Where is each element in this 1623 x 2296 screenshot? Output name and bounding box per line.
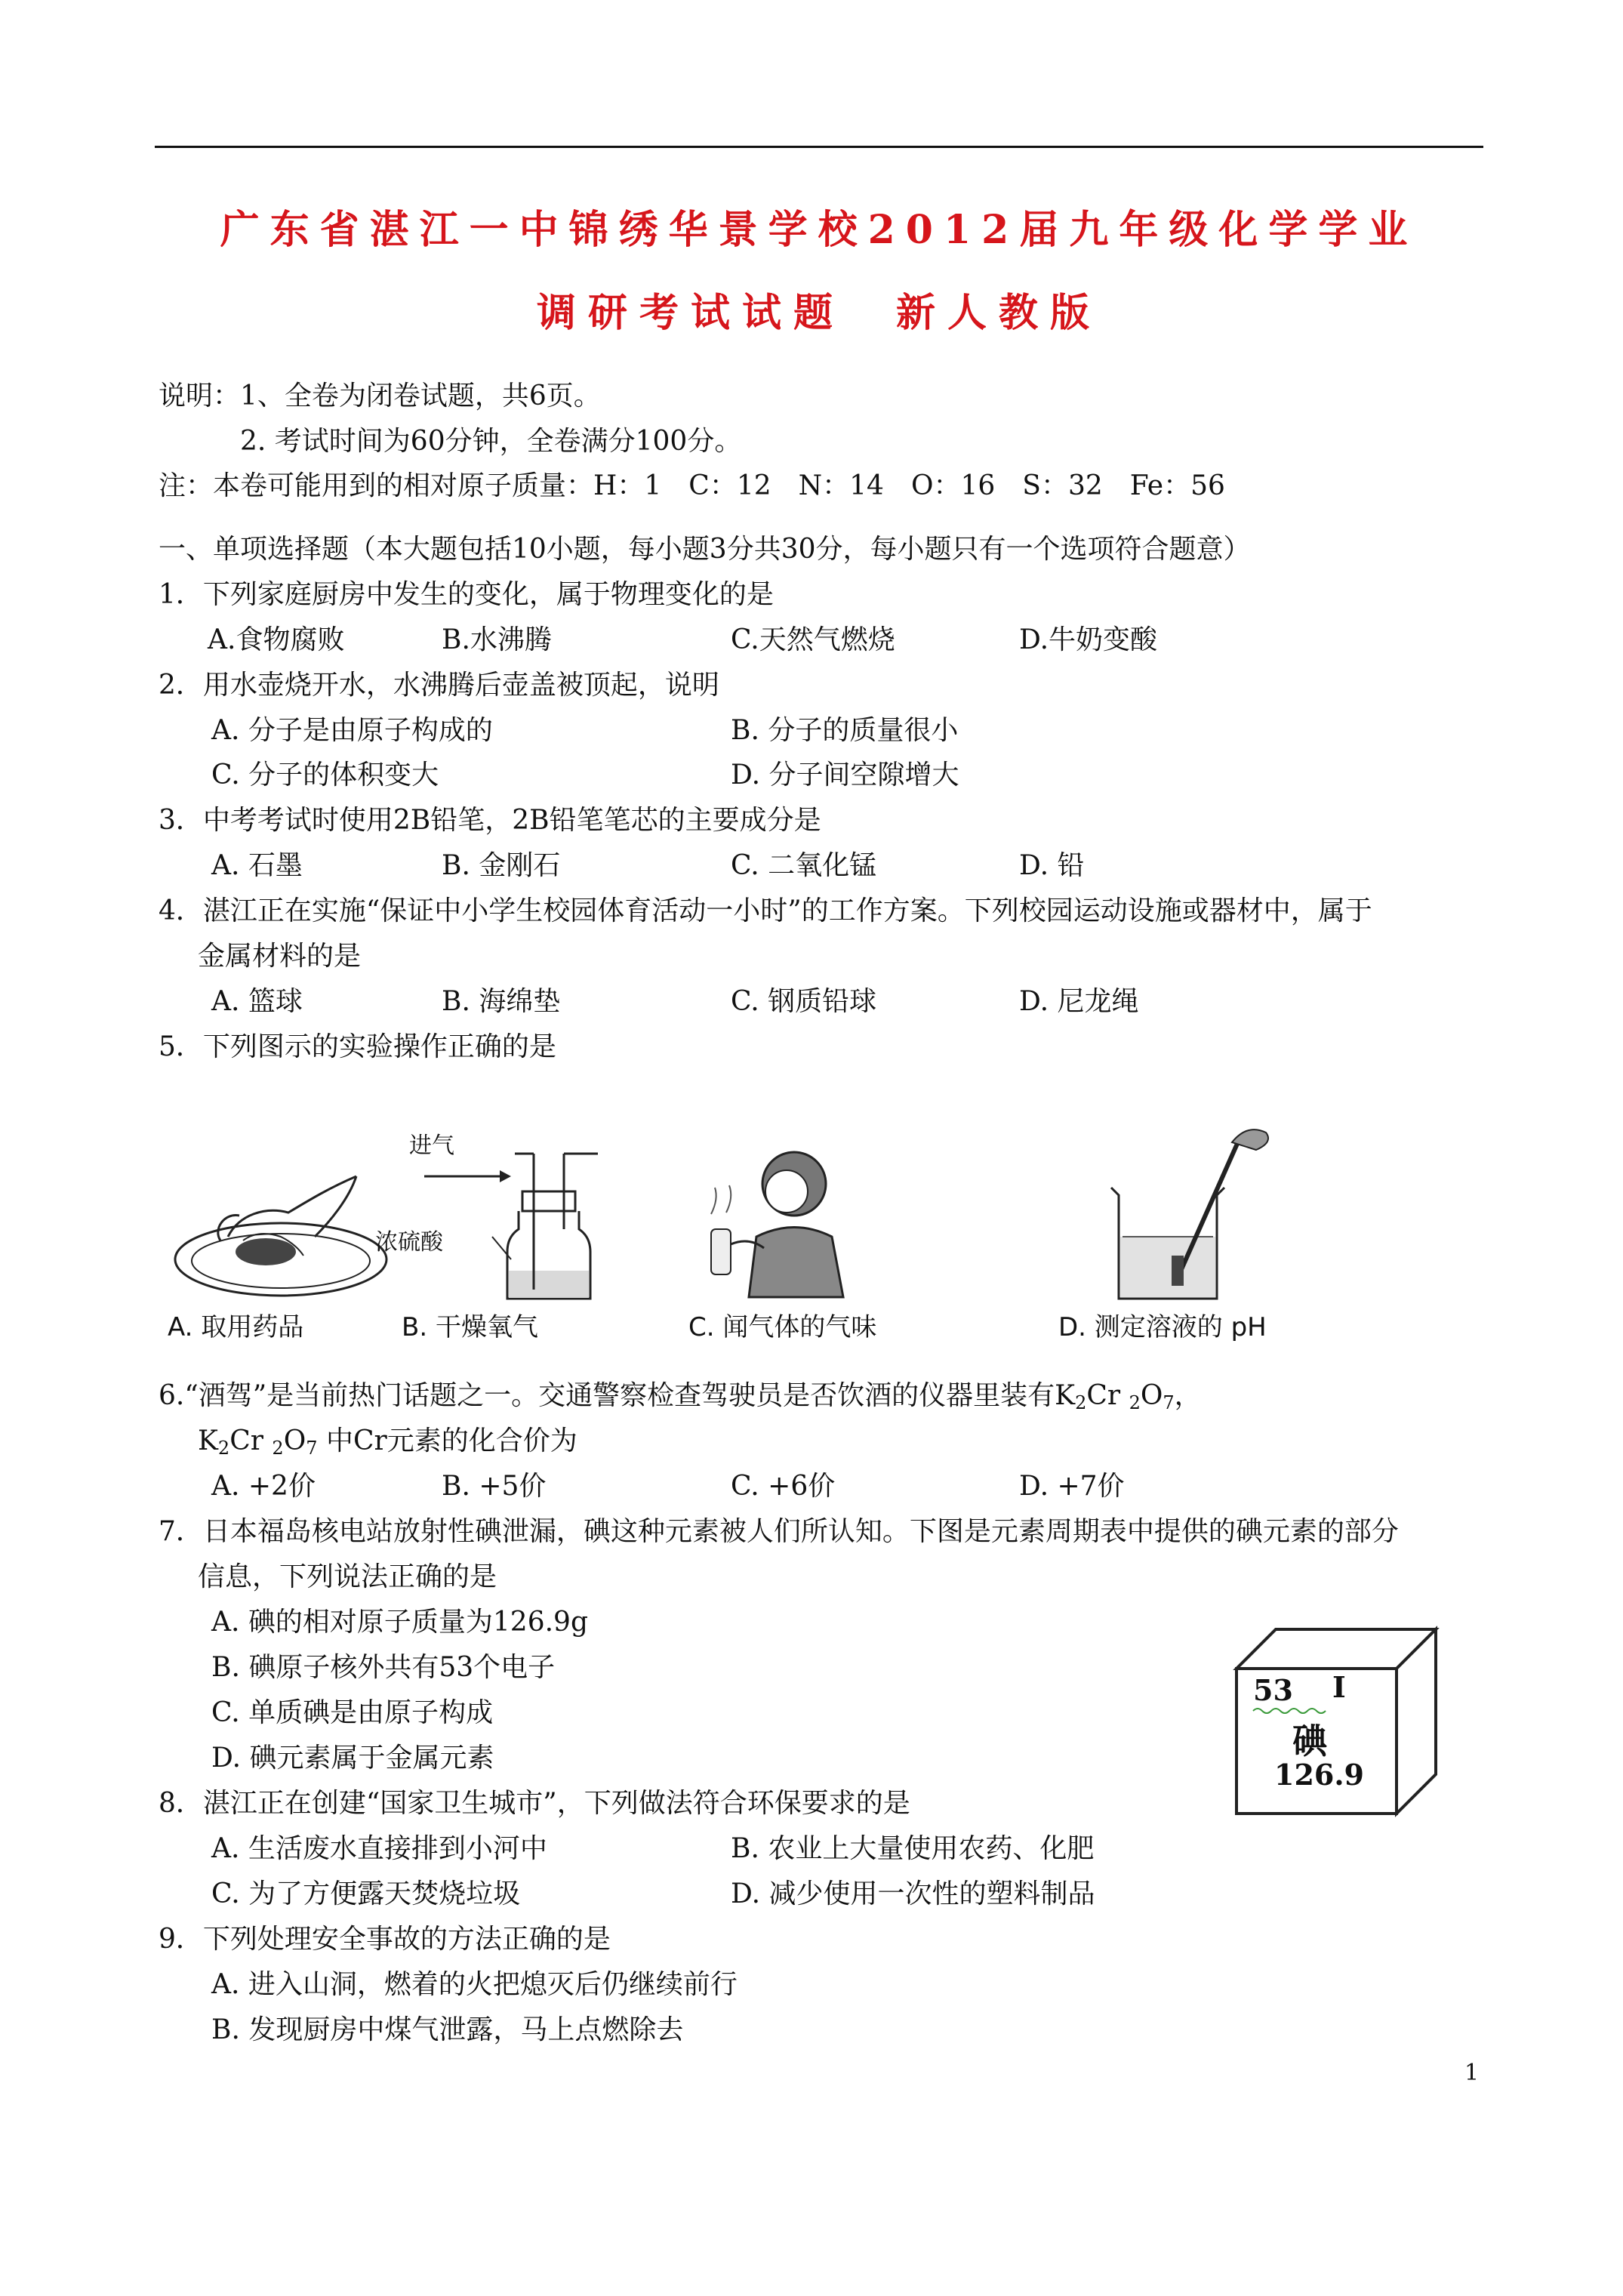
formula-cr: Cr: [229, 1425, 263, 1456]
question-6-stem-line1: [159, 1379, 1202, 1419]
q1-option-c: C.天然气燃烧: [731, 624, 895, 655]
formula-k-sub: 2: [1075, 1392, 1087, 1413]
q4-option-a: A. 篮球: [211, 986, 303, 1017]
q8-option-d: D. 减少使用一次性的塑料制品: [731, 1878, 1095, 1909]
q4-option-b: B. 海绵垫: [442, 986, 561, 1017]
q8-option-b: B. 农业上大量使用农药、化肥: [731, 1833, 1095, 1864]
q7-option-b: B. 碘原子核外共有53个电子: [211, 1652, 556, 1683]
q6-stem-text: 6.“酒驾”是当前热门话题之一。交通警察检查驾驶员是否饮酒的仪器里装有: [159, 1380, 1055, 1411]
figure-b-caption: B. 干燥氧气: [402, 1312, 538, 1342]
question-1-stem: 1．下列家庭厨房中发生的变化，属于物理变化的是: [159, 579, 774, 610]
formula-o-sub: 7: [1163, 1392, 1175, 1413]
q3-option-c: C. 二氧化锰: [731, 850, 877, 881]
q1-option-a: A.食物腐败: [208, 624, 345, 655]
figure-d-caption: D. 测定溶液的 pH: [1058, 1312, 1267, 1342]
question-3-stem: 3．中考考试时使用2B铅笔，2B铅笔笔芯的主要成分是: [159, 805, 821, 836]
page-number: 1: [1464, 2060, 1480, 2086]
formula-o: O: [283, 1425, 306, 1456]
q7-option-c: C. 单质碘是由原子构成: [211, 1697, 494, 1728]
q6-stem-text-2: 中Cr元素的化合价为: [325, 1425, 577, 1456]
q6-option-b: B. +5价: [442, 1471, 547, 1502]
element-name: 碘: [1292, 1721, 1327, 1761]
q4-option-c: C. 钢质铅球: [731, 986, 877, 1017]
q3-option-d: D. 铅: [1019, 850, 1085, 881]
beaker-ph-icon: [1058, 1123, 1330, 1305]
formula-o-sub: 7: [306, 1438, 318, 1459]
element-symbol: I: [1332, 1670, 1346, 1704]
question-8-stem: 8．湛江正在创建“国家卫生城市”，下列做法符合环保要求的是: [159, 1788, 910, 1819]
q7-option-a: A. 碘的相对原子质量为126.9g: [211, 1607, 588, 1638]
figure-a-caption: A. 取用药品: [168, 1312, 304, 1342]
figure-b: [375, 1123, 666, 1350]
q1-option-b: B.水沸腾: [442, 624, 552, 655]
q2-option-c: C. 分子的体积变大: [211, 760, 439, 791]
header-rule: [155, 146, 1483, 148]
hand-dish-icon: [168, 1123, 439, 1305]
formula-cr-sub: 2: [272, 1438, 284, 1459]
q9-option-a: A. 进入山洞，燃着的火把熄灭后仍继续前行: [211, 1969, 738, 2000]
instructions-line2: 2. 考试时间为60分钟，全卷满分100分。: [240, 426, 742, 457]
question-6-stem-line2: [198, 1425, 577, 1465]
formula-cr-sub: 2: [1129, 1392, 1141, 1413]
figure-b-label-acid: 浓硫酸: [375, 1229, 443, 1256]
q2-option-b: B. 分子的质量很小: [731, 715, 959, 746]
q6-option-a: A. +2价: [211, 1471, 316, 1502]
formula-cr: Cr: [1086, 1380, 1121, 1411]
formula-comma: ，: [1174, 1380, 1202, 1411]
formula-k: K: [198, 1425, 218, 1456]
q8-option-a: A. 生活废水直接排到小河中: [211, 1833, 547, 1864]
question-7-stem-line1: 7．日本福岛核电站放射性碘泄漏，碘这种元素被人们所认知。下图是元素周期表中提供的碘元素的部分: [159, 1516, 1399, 1547]
q1-option-d: D.牛奶变酸: [1019, 624, 1158, 655]
q4-option-d: D. 尼龙绳: [1019, 986, 1139, 1017]
question-4-stem-line1: 4．湛江正在实施“保证中小学生校园体育活动一小时”的工作方案。下列校园运动设施或器材中，属于: [159, 895, 1372, 926]
q9-option-b: B. 发现厨房中煤气泄露，马上点燃除去: [211, 2014, 684, 2045]
student-smelling-icon: [696, 1123, 998, 1305]
q8-option-c: C. 为了方便露天焚烧垃圾: [211, 1878, 521, 1909]
q6-option-c: C. +6价: [731, 1471, 836, 1502]
question-5-stem: 5．下列图示的实验操作正确的是: [159, 1031, 556, 1062]
q2-option-d: D. 分子间空隙增大: [731, 760, 959, 791]
figure-c: [688, 1123, 998, 1350]
question-7-stem-line2: 信息，下列说法正确的是: [198, 1561, 497, 1592]
atomic-mass-note: 注：本卷可能用到的相对原子质量：H：1 C：12 N：14 O：16 S：32 Fe：56: [159, 470, 1225, 501]
section-heading: 一、单项选择题（本大题包括10小题，每小题3分共30分，每小题只有一个选项符合题意）: [159, 534, 1251, 565]
figure-d: [1058, 1123, 1330, 1350]
element-atomic-number: 53: [1253, 1673, 1293, 1707]
element-atomic-mass: 126.9: [1274, 1758, 1364, 1792]
formula-k: K: [1055, 1380, 1076, 1411]
q6-option-d: D. +7价: [1019, 1471, 1125, 1502]
instructions-line1: 说明：1、全卷为闭卷试题，共6页。: [159, 381, 601, 411]
iodine-element-cell: [1230, 1623, 1442, 1820]
q3-option-b: B. 金刚石: [442, 850, 561, 881]
page-title-line2: 调研考试试题 新人教版: [536, 290, 1101, 336]
question-9-stem: 9．下列处理安全事故的方法正确的是: [159, 1924, 611, 1955]
page-title-line1: 广东省湛江一中锦绣华景学校2012届九年级化学学业: [220, 207, 1418, 253]
q7-option-d: D. 碘元素属于金属元素: [211, 1743, 494, 1774]
formula-o: O: [1140, 1380, 1163, 1411]
q2-option-a: A. 分子是由原子构成的: [211, 715, 493, 746]
figure-b-label-inlet: 进气: [409, 1133, 454, 1159]
question-2-stem: 2．用水壶烧开水，水沸腾后壶盖被顶起，说明: [159, 670, 719, 701]
formula-k-sub: 2: [217, 1438, 230, 1459]
figure-c-caption: C. 闻气体的气味: [688, 1312, 877, 1342]
q3-option-a: A. 石墨: [211, 850, 303, 881]
q5-figure-row: [168, 1123, 1330, 1350]
question-4-stem-line2: 金属材料的是: [198, 941, 362, 972]
